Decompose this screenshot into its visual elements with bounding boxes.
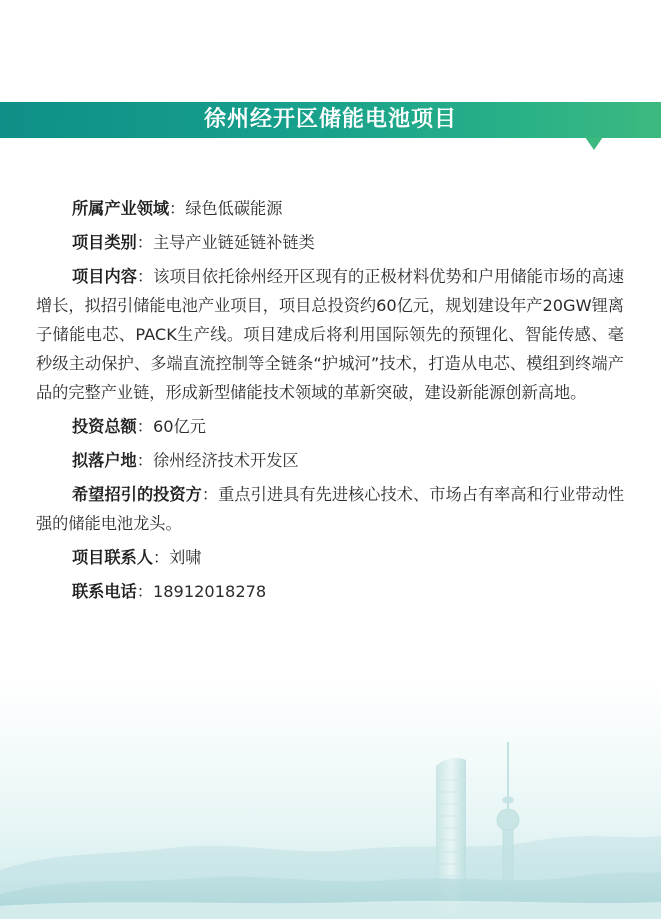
field-separator: ：: [169, 199, 186, 218]
field-value: 60亿元: [152, 417, 206, 436]
field-value: 该项目依托徐州经开区现有的正极材料优势和户用储能市场的高速增长，拟招引储能电池产业项目，项目总投资约60亿元，规划建设年产20GW锂离子储能电芯、PACK生产线。项目建成后将利用国际领先的预锂化、智能传感、毫秒级主动保护、多端直流控制等全链条“护城河”技术，打造从电芯、模组到终端产品的完整产业链，形成新型储能技术领域的革新突破，建设新能源创新高地。: [36, 267, 625, 402]
field-contact-phone: [36, 577, 624, 606]
field-separator: ：: [136, 417, 153, 436]
field-label: 项目联系人: [72, 548, 153, 567]
field-value: 重点引进具有先进核心技术、市场占有率高和行业带动性强的储能电池龙头。: [36, 485, 625, 533]
field-separator: ：: [152, 548, 170, 567]
field-label: 拟落户地: [72, 451, 137, 470]
tv-tower: [497, 742, 519, 919]
field-value: 绿色低碳能源: [185, 199, 283, 218]
project-details: [36, 194, 624, 606]
city-skyline-background: [0, 680, 661, 919]
field-separator: ：: [136, 267, 154, 286]
field-content: [36, 262, 624, 407]
field-industry: [36, 194, 624, 223]
field-location: [36, 446, 624, 475]
field-investment: [36, 412, 624, 441]
field-value: 徐州经济技术开发区: [152, 451, 299, 470]
field-label: 项目内容: [72, 267, 137, 286]
field-label: 希望招引的投资方: [72, 485, 202, 504]
field-separator: ：: [201, 485, 219, 504]
field-category: [36, 228, 624, 257]
field-target-investor: [36, 480, 624, 538]
skyscraper-left: [436, 758, 466, 919]
field-label: 投资总额: [72, 417, 137, 436]
field-separator: ：: [136, 233, 153, 252]
far-mountains: [0, 836, 661, 919]
field-value: 主导产业链延链补链类: [152, 233, 315, 252]
field-label: 所属产业领域: [72, 199, 170, 218]
near-mountains: [0, 872, 661, 919]
field-contact-person: [36, 543, 624, 572]
field-label: 联系电话: [72, 582, 137, 601]
field-separator: ：: [136, 451, 153, 470]
ground-mist: [0, 901, 661, 919]
field-value: 18912018278: [152, 582, 267, 601]
banner-tail-decoration: [585, 137, 603, 150]
field-label: 项目类别: [72, 233, 137, 252]
field-separator: ：: [136, 582, 153, 601]
page-title: 徐州经开区储能电池项目: [203, 107, 457, 132]
field-value: 刘啸: [169, 548, 202, 567]
sky-gradient: [0, 680, 661, 919]
